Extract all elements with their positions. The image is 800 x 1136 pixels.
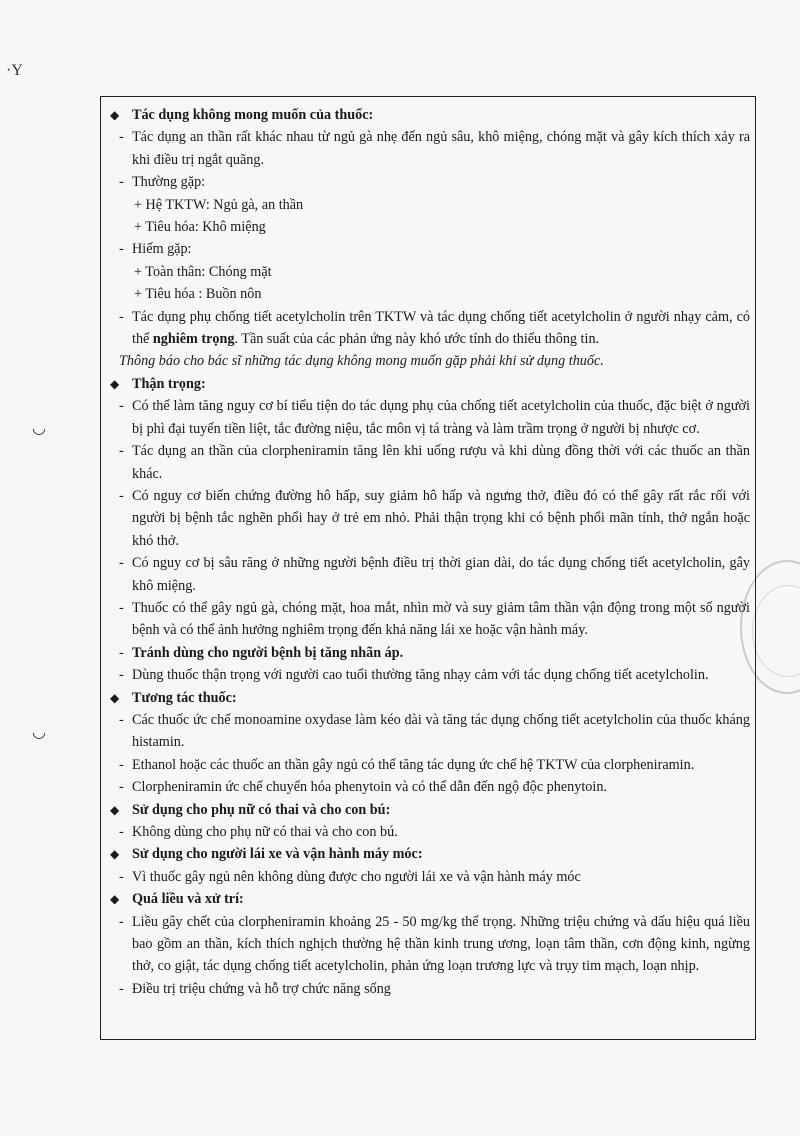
list-item: - Liều gây chết của clorpheniramin khoảng 25 - 50 mg/kg thể trọng. Những triệu chứng và dấu hiệu quá liều bao gồm an thần, kích thích nghịch thường hệ thần kinh trung ương, loạn tâm thần, cơn động kinh, ngừng thở, co giật, tác dụng chống tiết acetylcholin, phản ứng loạn trương lực và trụy tim mạch, loạn nhịp. bbox=[119, 913, 750, 975]
list-item: - Có nguy cơ bị sâu răng ở những người bệnh điều trị thời gian dài, do tác dụng chống tiết acetylcholin, gây khô miệng. bbox=[119, 555, 750, 594]
list-item: - Các thuốc ức chế monoamine oxydase làm kéo dài và tăng tác dụng chống tiết acetylcholin của thuốc kháng histamin. bbox=[119, 711, 750, 751]
bullet-diamond-icon: ◆ bbox=[110, 690, 120, 705]
section-precautions-title: ◆ Thận trọng: bbox=[110, 373, 750, 395]
sub-item: + Tiêu hóa : Buồn nôn bbox=[134, 286, 262, 303]
section-driving-title: ◆ Sử dụng cho người lái xe và vận hành máy móc: bbox=[110, 843, 750, 865]
bullet-diamond-icon: ◆ bbox=[110, 892, 120, 907]
list-item: - Điều trị triệu chứng và hỗ trợ chức năng sống bbox=[119, 980, 391, 997]
sub-item: + Toàn thân: Chóng mặt bbox=[134, 263, 272, 280]
bullet-diamond-icon: ◆ bbox=[110, 376, 120, 391]
section-overdose-title: ◆ Quá liều và xử trí: bbox=[110, 888, 750, 910]
side-effects-note: Thông báo cho bác sĩ những tác dụng không mong muốn gặp phải khi sử dụng thuốc. bbox=[119, 353, 604, 370]
document-body bbox=[110, 104, 750, 1000]
list-item: - Vì thuốc gây ngủ nên không dùng được cho người lái xe và vận hành máy móc bbox=[119, 868, 581, 885]
list-item: - Dùng thuốc thận trọng với người cao tuổi thường tăng nhạy cảm với tác dụng chống tiết acetylcholin. bbox=[119, 667, 709, 684]
sub-item: + Hệ TKTW: Ngủ gà, an thần bbox=[134, 196, 304, 213]
list-item: - Clorpheniramin ức chế chuyển hóa phenytoin và có thể dẫn đến ngộ độc phenytoin. bbox=[119, 779, 607, 796]
list-item: - Tránh dùng cho người bệnh bị tăng nhãn áp. bbox=[119, 644, 404, 661]
list-item: - Không dùng cho phụ nữ có thai và cho con bú. bbox=[119, 824, 398, 840]
margin-mark-left-2: ◡ bbox=[32, 724, 46, 741]
margin-mark-top: ·Y bbox=[6, 62, 23, 79]
bullet-diamond-icon: ◆ bbox=[110, 847, 120, 862]
sub-item: + Tiêu hóa: Khô miệng bbox=[134, 219, 266, 236]
list-item: - Có thể làm tăng nguy cơ bí tiểu tiện do tác dụng phụ của chống tiết acetylcholin của thuốc, đặc biệt ở người bị phì đại tuyến tiền liệt, tắc đường niệu, tắc môn vị tá tràng và làm trầm trọng ở người bị nhược cơ. bbox=[119, 398, 750, 437]
list-item: - Tác dụng an thần rất khác nhau từ ngủ gà nhẹ đến ngủ sâu, khô miệng, chóng mặt và gây kích thích xảy ra khi điều trị ngắt quãng. bbox=[119, 129, 750, 168]
list-item: - Ethanol hoặc các thuốc an thần gây ngủ có thể tăng tác dụng ức chế hệ TKTW của clorpheniramin. bbox=[119, 756, 695, 773]
list-item: - Thường gặp: bbox=[119, 174, 206, 191]
list-item: - Thuốc có thể gây ngủ gà, chóng mặt, hoa mắt, nhìn mờ và suy giảm tâm thần vận động trong một số người bệnh và có thể ảnh hưởng nghiêm trọng đến khả năng lái xe hoặc vận hành máy. bbox=[119, 599, 750, 639]
margin-mark-left-1: ◡ bbox=[32, 420, 46, 437]
section-interactions-title: ◆ Tương tác thuốc: bbox=[110, 687, 750, 709]
list-item: - Tác dụng phụ chống tiết acetylcholin trên TKTW và tác dụng chống tiết acetylcholin ở người nhạy cảm, có thể nghiêm trọng. Tần suất của các phản ứng này khó ước tính do thiếu thông tin. bbox=[119, 308, 750, 348]
bullet-diamond-icon: ◆ bbox=[110, 108, 120, 122]
bullet-diamond-icon: ◆ bbox=[110, 802, 120, 817]
list-item: - Có nguy cơ biến chứng đường hô hấp, suy giảm hô hấp và ngưng thở, điều đó có thể gây rất rắc rối với người bị bệnh tắc nghẽn phổi hay ở trẻ em nhỏ. Phải thận trọng khi có bệnh phổi mãn tính, thở ngắn hoặc khó thở. bbox=[119, 487, 750, 549]
section-side-effects-title: ◆ Tác dụng không mong muốn của thuốc: bbox=[110, 104, 750, 126]
list-item: - Tác dụng an thần của clorpheniramin tăng lên khi uống rượu và khi dùng đồng thời với các thuốc an thần khác. bbox=[119, 443, 750, 482]
section-pregnancy-title: ◆ Sử dụng cho phụ nữ có thai và cho con bú: bbox=[110, 799, 750, 821]
list-item: - Hiếm gặp: bbox=[119, 241, 192, 258]
